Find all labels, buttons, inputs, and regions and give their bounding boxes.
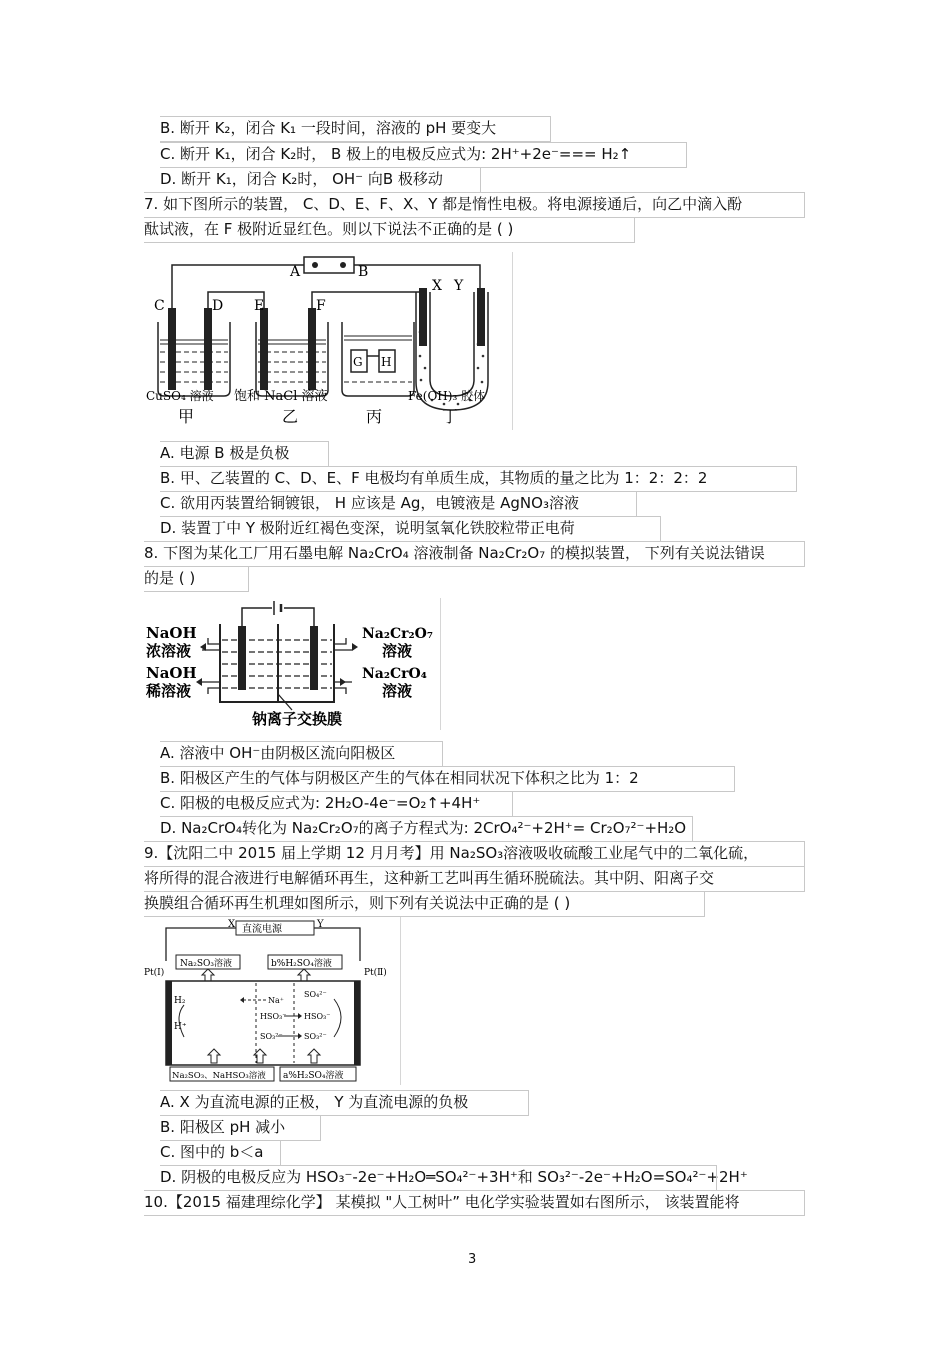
- q9-option-b: B. 阳极区 pH 减小: [160, 1118, 286, 1136]
- q7-stem-line2: 酞试液，在 F 极附近显红色。则以下说法不正确的是 ( ): [144, 220, 514, 238]
- power-supply-label: 直流电源: [242, 924, 282, 935]
- q7-option-a: A. 电源 B 极是负极: [160, 444, 290, 462]
- text-box: [144, 1190, 805, 1216]
- q7-option-d: D. 装置丁中 Y 极附近红褐色变深，说明氢氧化铁胶粒带正电荷: [160, 519, 575, 537]
- q6-option-c: C. 断开 K₁，闭合 K₂时， B 极上的电极反应式为: 2H⁺+2e⁻=== H₂↑: [160, 145, 632, 163]
- text-box: [160, 167, 481, 193]
- q6-option-d: D. 断开 K₁，闭合 K₂时， OH⁻ 向B 极移动: [160, 170, 443, 188]
- q9-figure: [144, 917, 401, 1085]
- text-box: [160, 816, 693, 842]
- membrane-label: 钠离子交换膜: [252, 710, 343, 728]
- text-box: [144, 866, 805, 892]
- label-b: B: [358, 264, 369, 280]
- q7-option-c: C. 欲用丙装置给铜镀银， H 应该是 Ag，电镀液是 AgNO₃溶液: [160, 494, 579, 512]
- box-b-h2so4: b%H₂SO₄溶液: [271, 959, 332, 969]
- label-d: D: [212, 298, 224, 314]
- so4-ion-label: SO₄²⁻: [304, 990, 327, 999]
- naoh-dilute-label: NaOH: [146, 664, 197, 682]
- label-g: G: [353, 355, 363, 369]
- caption-yi: 乙: [282, 407, 299, 426]
- label-c: C: [154, 298, 165, 314]
- pt2-label: Pt(Ⅱ): [364, 968, 387, 978]
- label-y: Y: [454, 278, 464, 294]
- so3-left-label: SO₃²⁻: [260, 1032, 283, 1041]
- label-x: X: [228, 919, 236, 930]
- q7-stem-line1: 7. 如下图所示的装置， C、D、E、F、X、Y 都是惰性电极。将电源接通后，向乙中滴入酚: [144, 195, 743, 213]
- electrolysis-apparatus-diagram: [144, 252, 512, 430]
- box-na2so3: Na₂SO₃溶液: [180, 959, 233, 969]
- naoh-conc-label: NaOH: [146, 624, 197, 642]
- q7-figure: [144, 252, 513, 430]
- hso3-left-label: HSO₃⁻: [260, 1012, 287, 1021]
- text-box: [160, 1165, 717, 1191]
- caption-nacl: 饱和 NaCl 溶液: [234, 389, 328, 404]
- text-box: [144, 217, 635, 243]
- text-box: [160, 766, 735, 792]
- q9-stem-line3: 换膜组合循环再生机理如图所示，则下列有关说法中正确的是 ( ): [144, 894, 571, 912]
- na2cro4-sub: 溶液: [382, 682, 413, 700]
- naoh-dilute-sub: 稀溶液: [146, 682, 192, 700]
- q9-option-d: D. 阴极的电极反应为 HSO₃⁻-2e⁻+H₂O═SO₄²⁻+3H⁺和 SO₃²⁻-2e⁻+H₂O=SO₄²⁻+2H⁺: [160, 1168, 748, 1186]
- hplus-label: H⁺: [174, 1022, 187, 1032]
- hso3-right-label: HSO₃⁻: [304, 1012, 331, 1021]
- text-box: [144, 566, 249, 592]
- q8-option-b: B. 阳极区产生的气体与阴极区产生的气体在相同状况下体积之比为 1：2: [160, 769, 639, 787]
- label-y: Y: [317, 919, 324, 930]
- regeneration-cycle-diagram: [144, 917, 400, 1085]
- caption-feoh3: Fe(OH)₃ 胶体: [408, 389, 486, 403]
- text-box: [160, 491, 637, 517]
- label-x: X: [432, 278, 442, 294]
- q8-option-a: A. 溶液中 OH⁻由阴极区流向阳极区: [160, 744, 396, 762]
- box-na2so3-nahso3: Na₂SO₃、NaHSO₃溶液: [172, 1071, 266, 1081]
- text-box: [144, 891, 705, 917]
- q8-stem-line1: 8. 下图为某化工厂用石墨电解 Na₂CrO₄ 溶液制备 Na₂Cr₂O₇ 的模拟装置， 下列有关说法错误: [144, 544, 765, 562]
- q9-stem-line2: 将所得的混合液进行电解循环再生，这种新工艺叫再生循环脱硫法。其中阴、阳离子交: [144, 869, 715, 887]
- text-box: [160, 441, 329, 467]
- label-e: E: [254, 298, 265, 314]
- so3-right-label: SO₃²⁻: [304, 1032, 327, 1041]
- caption-cuso4: CuSO₄ 溶液: [146, 389, 214, 403]
- caption-bing: 丙: [366, 407, 383, 426]
- naoh-conc-sub: 浓溶液: [146, 642, 192, 660]
- text-box: [160, 516, 661, 542]
- text-box: [160, 142, 687, 168]
- pt1-label: Pt(Ⅰ): [144, 968, 165, 978]
- text-box: [160, 791, 513, 817]
- text-box: [144, 192, 805, 218]
- text-box: [160, 116, 551, 142]
- q9-option-c: C. 图中的 b＜a: [160, 1143, 264, 1161]
- q7-option-b: B. 甲、乙装置的 C、D、E、F 电极均有单质生成，其物质的量之比为 1：2：2：2: [160, 469, 708, 487]
- label-h: H: [381, 355, 392, 369]
- q8-option-c: C. 阳极的电极反应式为: 2H₂O-4e⁻=O₂↑+4H⁺: [160, 794, 481, 812]
- na-ion-label: Na⁺: [268, 996, 284, 1005]
- na2cro4-label: Na₂CrO₄: [362, 666, 427, 682]
- h2-label: H₂: [174, 996, 186, 1006]
- q8-figure: [144, 598, 441, 730]
- q8-option-d: D. Na₂CrO₄转化为 Na₂Cr₂O₇的离子方程式为: 2CrO₄²⁻+2H⁺= Cr₂O₇²⁻+H₂O: [160, 819, 687, 837]
- caption-ding: 丁: [442, 407, 459, 426]
- q9-stem-line1: 9.【沈阳二中 2015 届上学期 12 月月考】用 Na₂SO₃溶液吸收硫酸工业尾气中的二氧化硫，: [144, 844, 759, 862]
- text-box: [160, 1090, 529, 1116]
- label-f: F: [316, 298, 326, 314]
- box-a-h2so4: a%H₂SO₄溶液: [283, 1071, 344, 1081]
- text-box: [160, 1140, 281, 1166]
- text-box: [160, 741, 443, 767]
- q8-stem-line2: 的是 ( ): [144, 569, 196, 587]
- q10-stem-line1: 10.【2015 福建理综化学】 某模拟 "人工树叶” 电化学实验装置如右图所示， 该装置能将: [144, 1193, 740, 1211]
- text-box: [144, 841, 805, 867]
- text-box: [144, 541, 805, 567]
- q9-option-a: A. X 为直流电源的正极， Y 为直流电源的负极: [160, 1093, 469, 1111]
- page-number: 3: [468, 1252, 477, 1267]
- label-a: A: [290, 264, 301, 280]
- text-box: [160, 466, 797, 492]
- q6-option-b: B. 断开 K₂，闭合 K₁ 一段时间，溶液的 pH 要变大: [160, 119, 497, 137]
- na2cr2o7-sub: 溶液: [382, 642, 413, 660]
- caption-jia: 甲: [178, 407, 195, 426]
- na2cr2o7-label: Na₂Cr₂O₇: [362, 626, 433, 642]
- text-box: [160, 1115, 321, 1141]
- membrane-electrolysis-diagram: [144, 598, 440, 730]
